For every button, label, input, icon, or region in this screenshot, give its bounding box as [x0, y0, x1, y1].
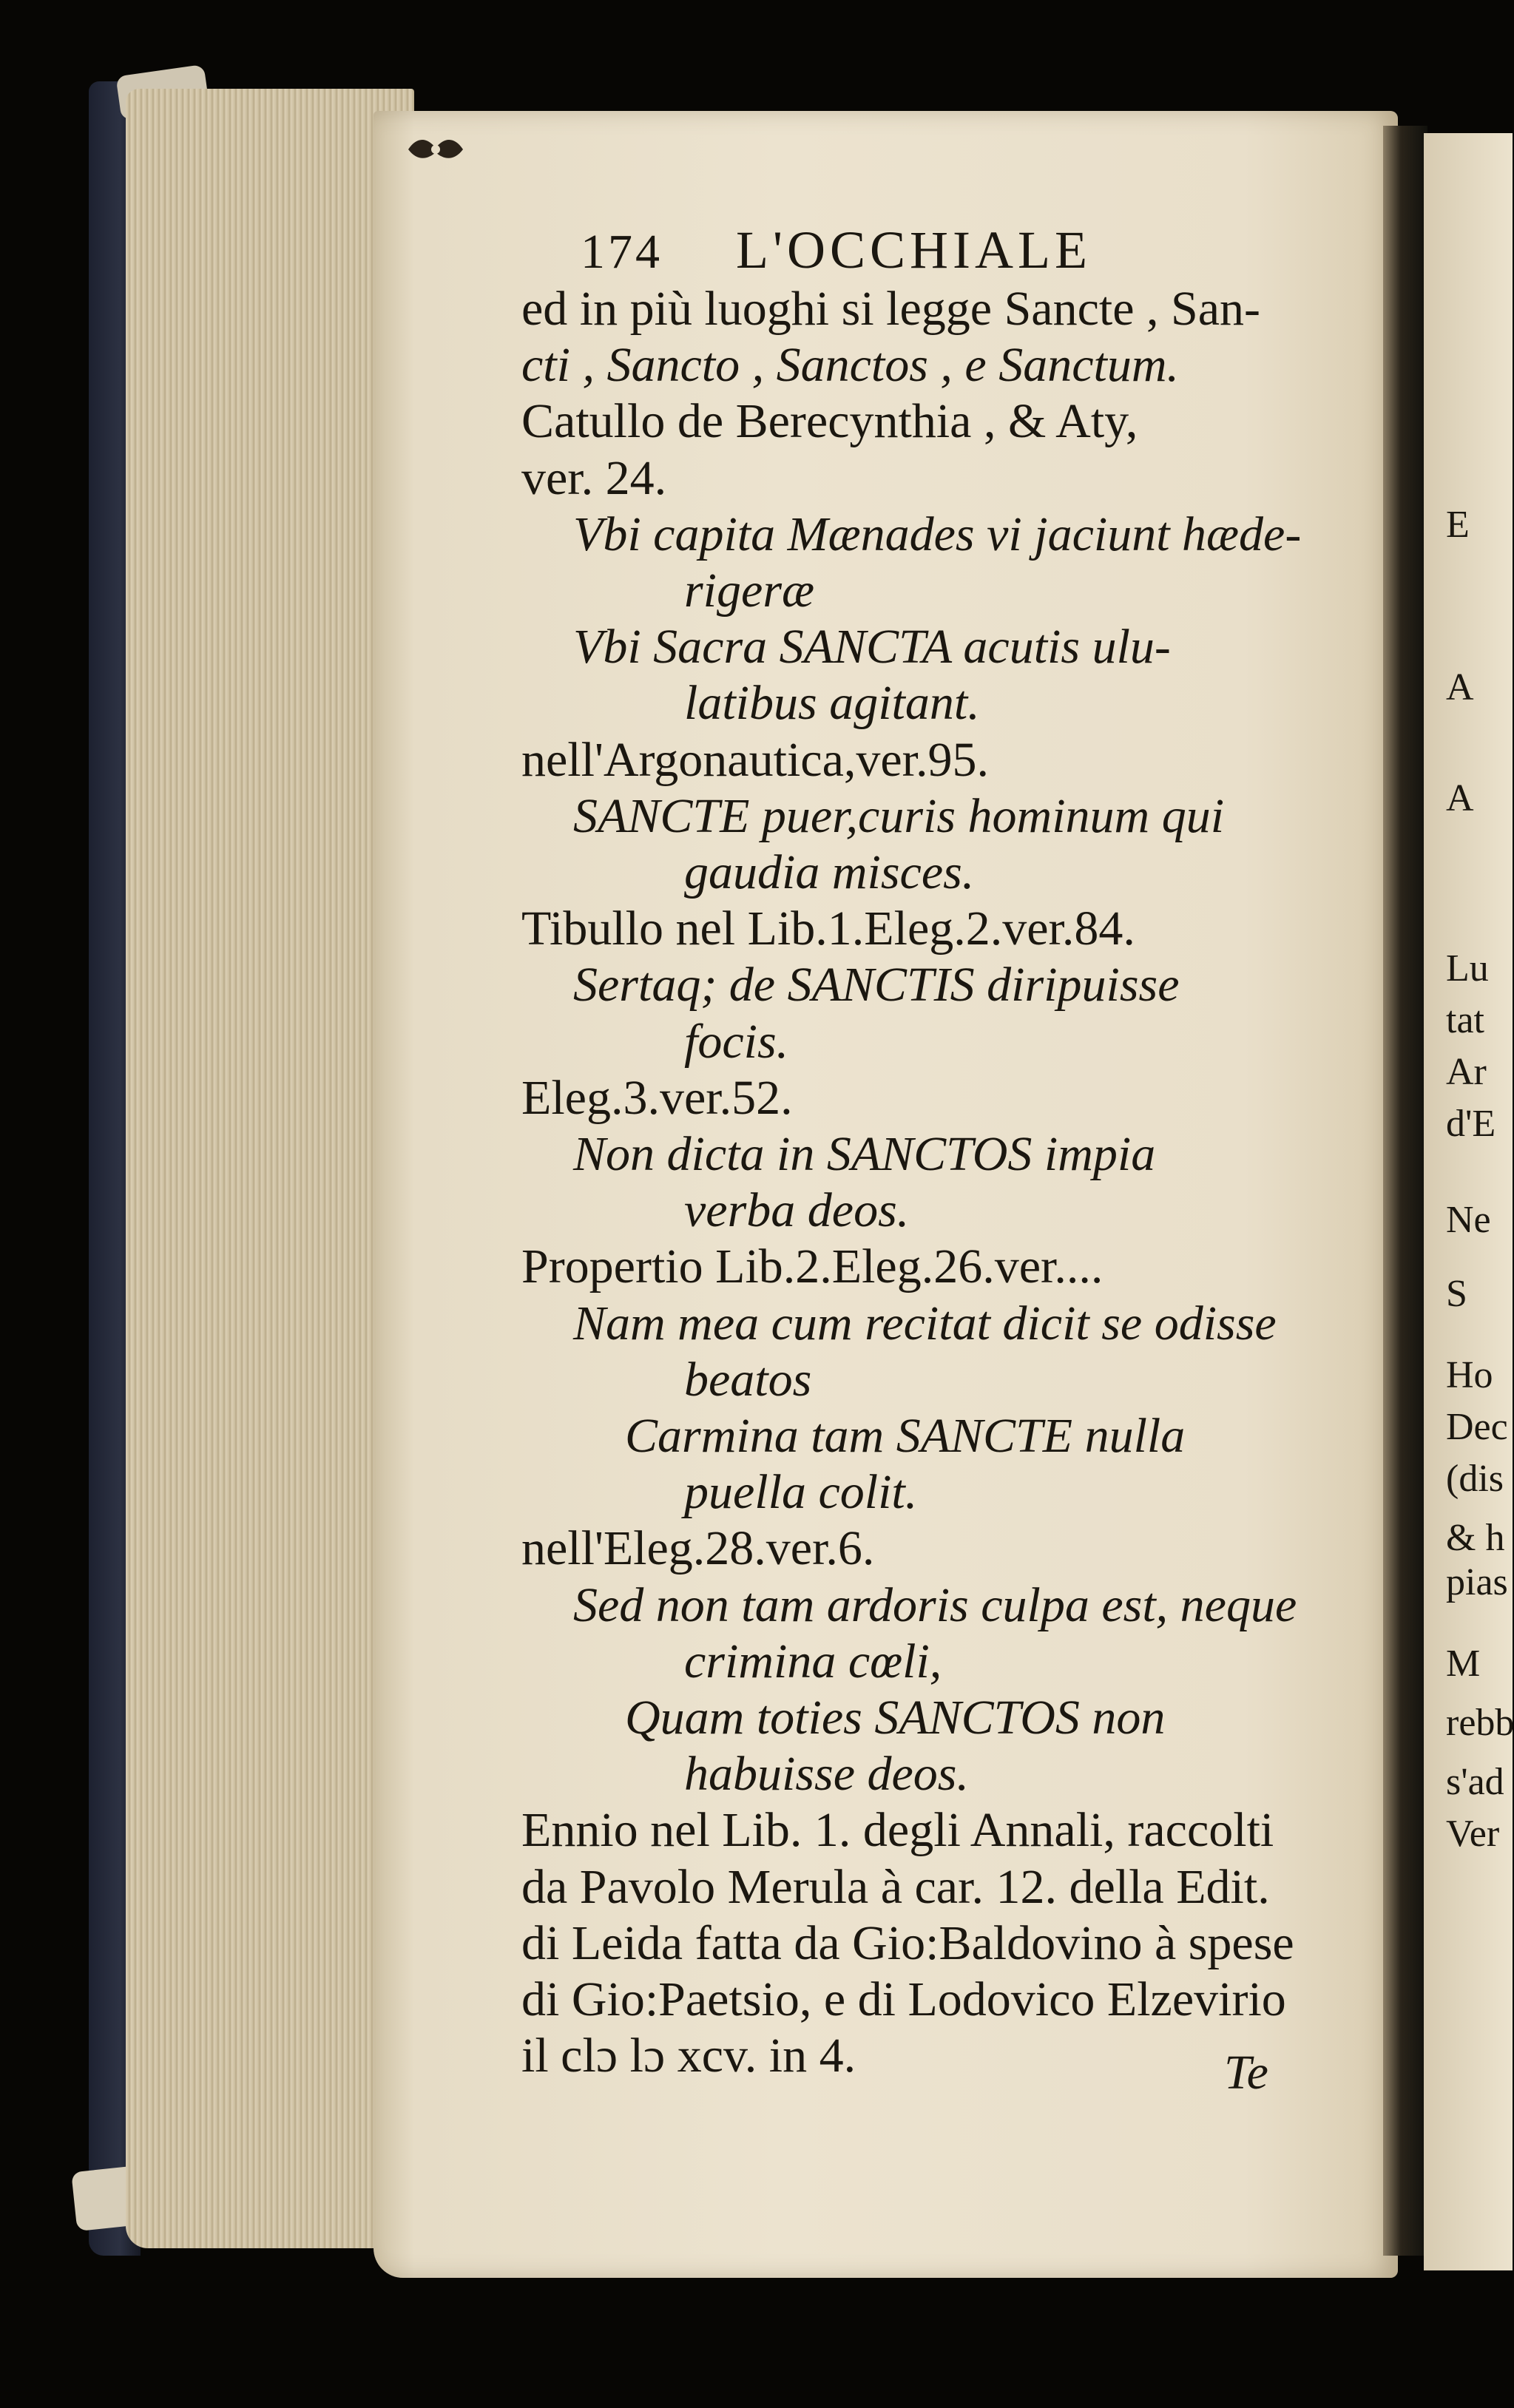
facing-page-fragment: E — [1446, 504, 1470, 546]
text-line: Tibullo nel Lib.1.Eleg.2.ver.84. — [521, 902, 1135, 956]
text-line: Sed non tam ardoris culpa est, neque — [573, 1577, 1297, 1632]
ornament-icon — [405, 132, 466, 167]
facing-page-fragment: Ar — [1446, 1051, 1487, 1093]
facing-page-fragment: A — [1446, 777, 1474, 819]
facing-page-fragment: Lu — [1446, 947, 1489, 990]
text-line: latibus agitant. — [684, 676, 980, 731]
text-line: puella colit. — [684, 1465, 918, 1520]
text-line: Catullo de Berecynthia , & Aty, — [521, 394, 1138, 449]
text-line: cti , Sancto , Sanctos , e Sanctum. — [521, 338, 1180, 393]
text-line: Nam mea cum recitat dicit se odisse — [573, 1296, 1277, 1350]
facing-page-fragment: Ne — [1446, 1199, 1491, 1241]
facing-page-fragment: pias — [1446, 1561, 1508, 1603]
running-title: L'OCCHIALE — [736, 220, 1092, 280]
facing-page-fragment: M — [1446, 1643, 1481, 1685]
text-line: nell'Argonautica,ver.95. — [521, 732, 989, 787]
facing-page-fragment: Ho — [1446, 1354, 1493, 1396]
text-line: verba deos. — [684, 1183, 910, 1238]
text-line: nell'Eleg.28.ver.6. — [521, 1521, 875, 1576]
text-line: gaudia misces. — [684, 845, 975, 899]
text-line: Propertio Lib.2.Eleg.26.ver.... — [521, 1239, 1104, 1294]
text-line: Vbi Sacra SANCTA acutis ulu- — [573, 620, 1171, 674]
facing-page-fragment: A — [1446, 666, 1474, 708]
text-line: di Gio:Paetsio, e di Lodovico Elzevirio — [521, 1972, 1286, 2026]
text-line: focis. — [684, 1014, 789, 1069]
facing-page-fragment: s'ad — [1446, 1761, 1504, 1803]
text-line: Ennio nel Lib. 1. degli Annali, raccolti — [521, 1803, 1274, 1858]
text-line: Sertaq; de SANCTIS diripuisse — [573, 958, 1180, 1012]
facing-page-fragment: (dis — [1446, 1458, 1504, 1500]
book-gutter — [1383, 126, 1427, 2256]
text-line: Eleg.3.ver.52. — [521, 1070, 793, 1125]
text-line: habuisse deos. — [684, 1747, 969, 1802]
page-number: 174 — [581, 225, 663, 279]
text-line: ed in più luoghi si legge Sancte , San- — [521, 282, 1260, 336]
text-line: crimina cœli, — [684, 1634, 942, 1688]
text-line: Quam toties SANCTOS non — [625, 1691, 1166, 1745]
text-line: di Leida fatta da Gio:Baldovino à spese — [521, 1915, 1294, 1970]
catchword: Te — [1224, 2046, 1268, 2100]
text-line: beatos — [684, 1352, 812, 1407]
text-line: Non dicta in SANCTOS impia — [573, 1127, 1156, 1181]
text-line: SANCTE puer,curis hominum qui — [573, 788, 1225, 843]
text-line: ver. 24. — [521, 450, 667, 505]
facing-page-fragment: S — [1446, 1273, 1467, 1315]
facing-page-fragment: tat — [1446, 999, 1484, 1041]
facing-page-fragment: Dec — [1446, 1406, 1508, 1448]
text-line: rigeræ — [684, 564, 815, 618]
text-line: il clɔ lɔ xcv. in 4. — [521, 2029, 856, 2083]
text-line: da Pavolo Merula à car. 12. della Edit. — [521, 1859, 1270, 1914]
text-line: Carmina tam SANCTE nulla — [625, 1409, 1186, 1463]
facing-page-fragment: d'E — [1446, 1103, 1496, 1145]
facing-page-fragment: rebb — [1446, 1702, 1514, 1744]
page-stack-edge — [126, 89, 414, 2248]
facing-page-fragment: Ver — [1446, 1813, 1500, 1855]
text-line: Vbi capita Mænades vi jaciunt hæde- — [573, 507, 1302, 561]
facing-page-fragment: & h — [1446, 1517, 1505, 1559]
